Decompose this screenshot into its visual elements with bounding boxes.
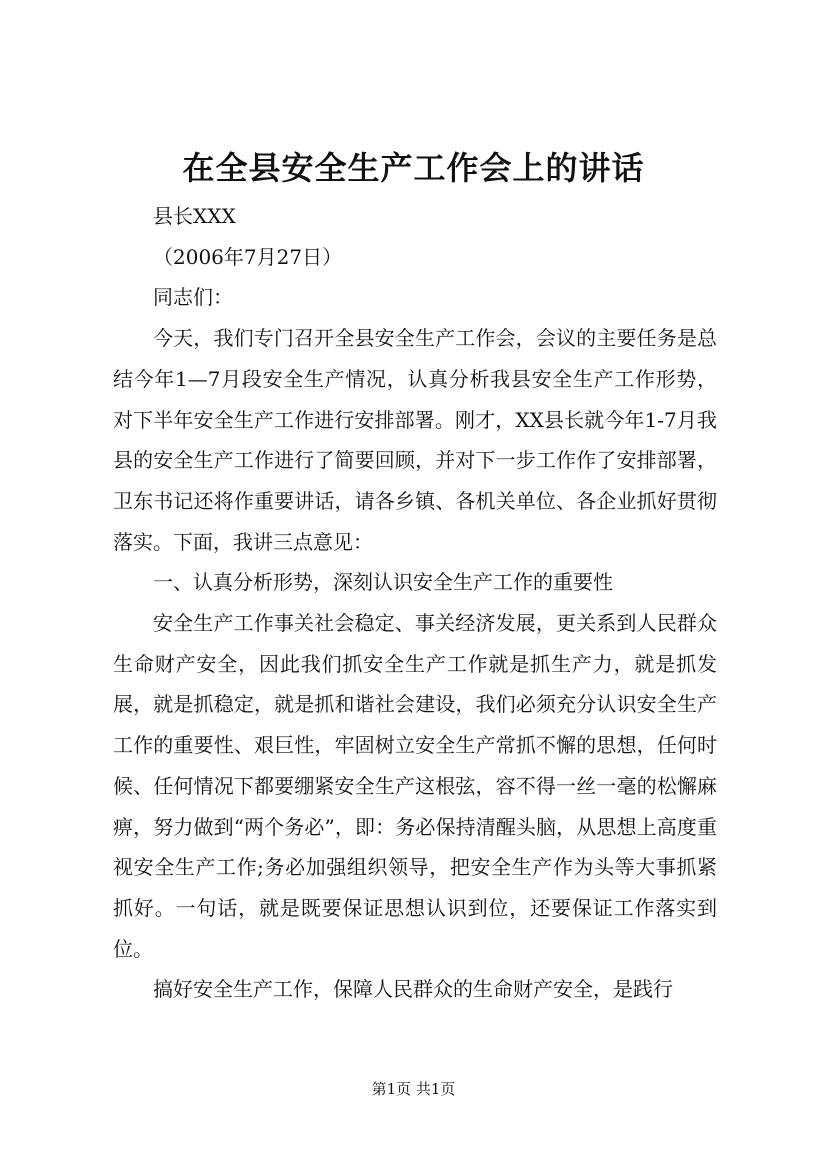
date-line: （2006年7月27日） — [153, 244, 343, 269]
document-title: 在全县安全生产工作会上的讲话 — [182, 149, 645, 187]
paragraph-intro: 今天，我们专门召开全县安全生产工作会，会议的主要任务是总结今年1—7月段安全生产情况，认真分析我县安全生产工作形势，对下半年安全生产工作进行安排部署。刚才，XX县长就今年1-7月我县的安全生产工作进行了简要回顾，并对下一步工作作了安排部署，卫东书记还将作重要讲话，请各乡镇、各机关单位、各企业抓好贯彻落实。下面，我讲三点意见： — [113, 326, 717, 554]
document-body — [113, 196, 717, 1010]
paragraph-importance: 安全生产工作事关社会稳定、事关经济发展，更关系到人民群众生命财产安全，因此我们抓安全生产工作就是抓生产力，就是抓发展，就是抓稳定，就是抓和谐社会建设，我们必须充分认识安全生产工作的重要性、艰巨性，牢固树立安全生产常抓不懈的思想，任何时候、任何情况下都要绷紧安全生产这根弦，容不得一丝一毫的松懈麻痹，努力做到“两个务必”，即：务必保持清醒头脑，从思想上高度重视安全生产工作;务必加强组织领导，把安全生产作为头等大事抓紧抓好。一句话，就是既要保证思想认识到位，还要保证工作落实到位。 — [113, 611, 717, 961]
author-line: 县长XXX — [153, 204, 236, 228]
paragraph-continued: 搞好安全生产工作，保障人民群众的生命财产安全，是践行 — [153, 977, 673, 1002]
salutation: 同志们： — [153, 285, 233, 310]
page-number-footer: 第1页 共1页 — [371, 1080, 456, 1098]
section-heading-1: 一、认真分析形势，深刻认识安全生产工作的重要性 — [153, 570, 613, 595]
